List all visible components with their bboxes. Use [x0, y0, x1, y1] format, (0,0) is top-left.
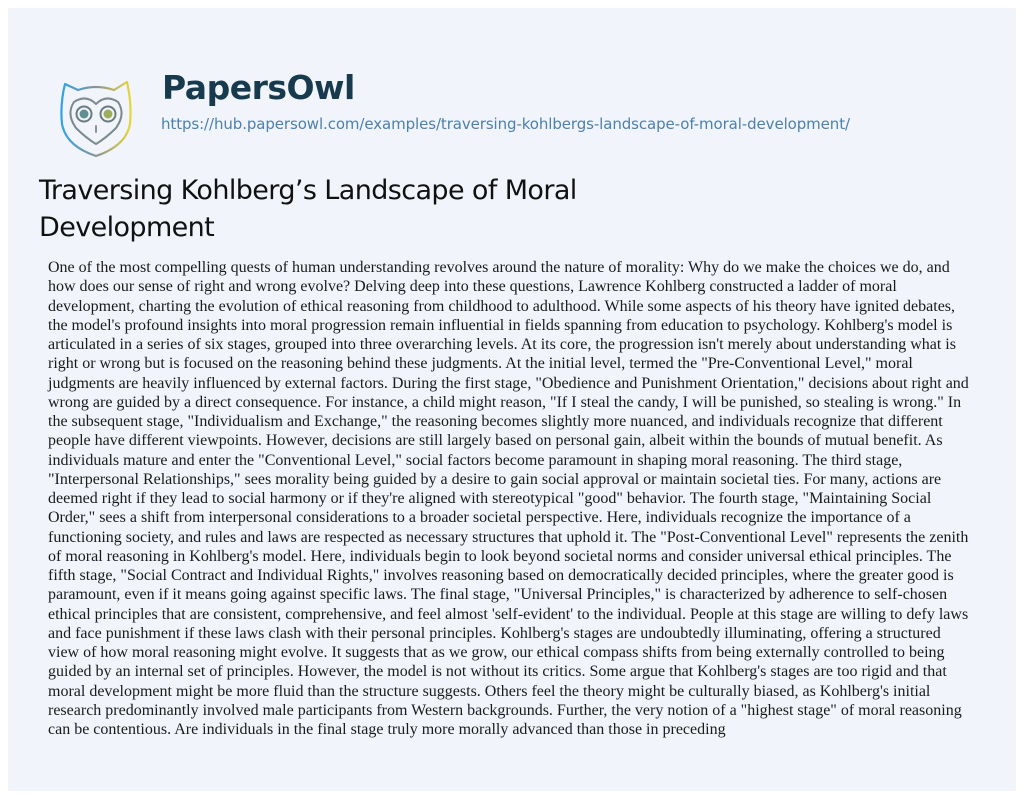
- body-line: guided by an internal set of principles. However, the model is not without its critics. Some argue that Kohlberg's stages are too rigid and that: [48, 663, 947, 681]
- body-line: how does our sense of right and wrong evolve? Delving deep into these questions, Lawrence Kohlberg constructed a ladder of moral: [48, 278, 897, 296]
- body-line: people have different viewpoints. However, decisions are still largely based on personal gain, albeit within the bounds of mutual benefit. As: [48, 432, 943, 450]
- body-line: ethical principles that are consistent, comprehensive, and feel almost 'self-evident' to the individual. People at this stage are willing to defy laws: [48, 605, 969, 623]
- page-url-link[interactable]: https://hub.papersowl.com/examples/traversing-kohlbergs-landscape-of-moral-development/: [161, 115, 850, 133]
- body-line: view of how moral reasoning might evolve. It suggests that as we grow, our ethical compass shifts from being externally controlled to being: [48, 644, 945, 661]
- body-line: moral development might be more fluid than the structure suggests. Others feel the theory might be culturally biased, as Kohlberg's initial: [48, 682, 931, 700]
- body-line: judgments are heavily influenced by external factors. During the first stage, "Obedience and Punishment Orientation," decisions about right and: [48, 374, 969, 392]
- body-line: the subsequent stage, "Individualism and Exchange," the reasoning becomes slightly more nuanced, and individuals recognize that different: [48, 413, 943, 430]
- title-line: Traversing Kohlberg’s Landscape of Moral: [39, 175, 577, 206]
- body-line: "Interpersonal Relationships," sees morality being guided by a desire to gain social approval or maintain societal ties. For many, actions are: [48, 470, 942, 488]
- body-line: One of the most compelling quests of human understanding revolves around the nature of morality: Why do we make the choices we do, and: [48, 259, 950, 276]
- body-line: right or wrong but is focused on the reasoning behind these judgments. At the initial level, termed the "Pre-Conventional Level," moral: [48, 355, 913, 373]
- body-line: articulated in a series of six stages, grouped into three overarching levels. At its core, the progression isn't merely about understanding what is: [48, 336, 956, 353]
- body-line: paramount, even if it means going against specific laws. The final stage, "Universal Principles," is characterized by adherence to self-chosen: [48, 586, 948, 604]
- title-line: Development: [39, 212, 215, 243]
- body-line: Order," sees a shift from interpersonal considerations to a broader societal perspective. Here, individuals recognize the importance of a: [48, 509, 911, 527]
- body-line: and face punishment if these laws clash with their personal principles. Kohlberg's stages are undoubtedly illuminating, offering a structured: [48, 624, 941, 642]
- article-body: [48, 258, 1008, 739]
- body-line: research predominantly involved male participants from Western backgrounds. Further, the very notion of a "highest stage" of moral reasoning: [48, 701, 962, 719]
- body-line: individuals mature and enter the "Conventional Level," social factors become paramount in shaping moral reasoning. The third stage,: [48, 451, 903, 469]
- body-line: fifth stage, "Social Contract and Individual Rights," involves reasoning based on democratically decided principles, where the greater good is: [48, 567, 954, 584]
- body-line: deemed right if they lead to social harmony or if they're aligned with stereotypical "good" behavior. The fourth stage, "Maintaining Social: [48, 490, 932, 507]
- owl-logo-icon: [58, 74, 134, 158]
- body-line: the model's profound insights into moral progression remain influential in fields spanning from education to psychology. Kohlberg's model is: [48, 316, 953, 334]
- article-title: [39, 172, 679, 246]
- body-line: of moral reasoning in Kohlberg's model. Here, individuals begin to look beyond societal norms and consider universal ethical principles. The: [48, 547, 952, 565]
- brand-name[interactable]: PapersOwl: [162, 68, 355, 107]
- body-line: wrong are guided by a direct consequence. For instance, a child might reason, "If I steal the candy, I will be punished, so stealing is wrong." In: [48, 393, 962, 411]
- body-line: functioning society, and rules and laws are respected as necessary structures that uphold it. The "Post-Conventional Level" represents the zenith: [48, 528, 969, 546]
- body-line: development, charting the evolution of ethical reasoning from childhood to adulthood. While some aspects of his theory have ignited debates,: [48, 297, 956, 315]
- body-line: can be contentious. Are individuals in the final stage truly more morally advanced than those in preceding: [48, 721, 726, 738]
